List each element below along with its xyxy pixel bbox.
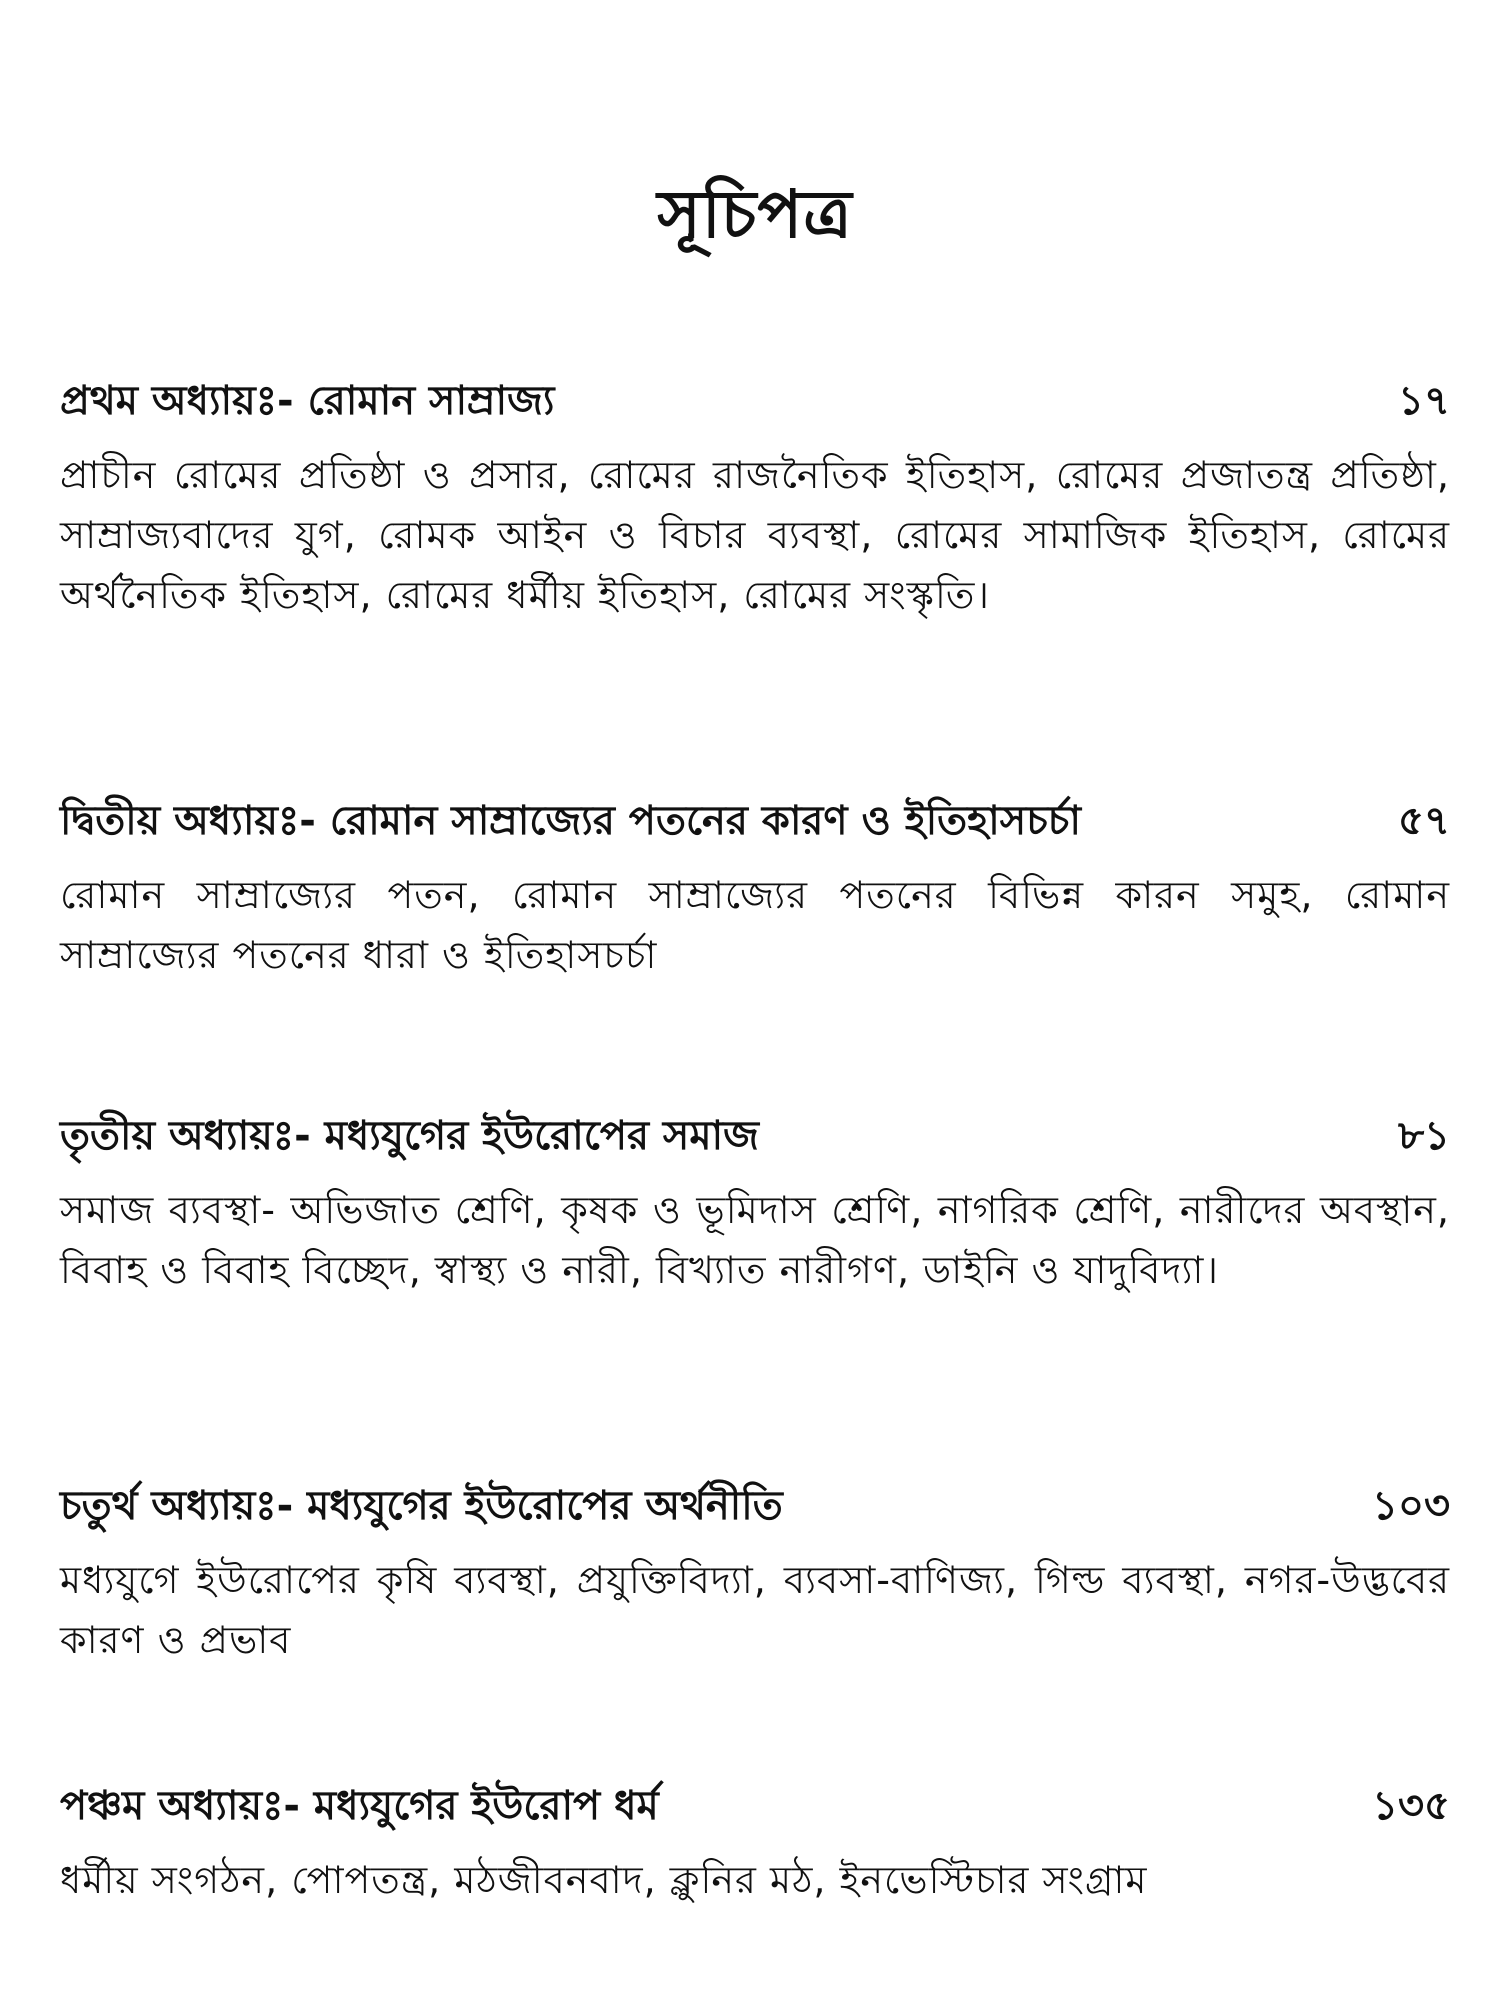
chapter-entry-1 [60,375,1450,625]
chapter-page-number: ৮১ [1398,1113,1450,1159]
chapter-description: মধ্যযুগে ইউরোপের কৃষি ব্যবস্থা, প্রযুক্তিবিদ্যা, ব্যবসা-বাণিজ্য, গিল্ড ব্যবস্থা, নগর-উদ্ভবের কারণ ও প্রভাব [60,1558,1450,1663]
chapter-page-number: ১৭ [1398,378,1450,424]
chapter-entry-4 [60,1480,1450,1670]
chapter-title: প্রথম অধ্যায়ঃ- রোমান সাম্রাজ্য [60,378,555,424]
chapter-heading-row [60,1480,1450,1532]
chapter-entry-3 [60,1110,1450,1300]
chapter-description: ধর্মীয় সংগঠন, পোপতন্ত্র, মঠজীবনবাদ, ক্লুনির মঠ, ইনভেস্টিচার সংগ্রাম [60,1858,1148,1902]
chapter-title: চতুর্থ অধ্যায়ঃ- মধ্যযুগের ইউরোপের অর্থনীতি [60,1483,783,1529]
chapter-heading-row [60,1780,1450,1832]
chapter-heading-row [60,1110,1450,1162]
chapter-description: রোমান সাম্রাজ্যের পতন, রোমান সাম্রাজ্যের পতনের বিভিন্ন কারন সমুহ, রোমান সাম্রাজ্যের পতনের ধারা ও ইতিহাসচর্চা [60,873,1450,978]
chapter-page-number: ১৩৫ [1372,1783,1450,1829]
chapter-page-number: ১০৩ [1372,1483,1450,1529]
chapter-entry-2 [60,795,1450,985]
chapter-title: তৃতীয় অধ্যায়ঃ- মধ্যযুগের ইউরোপের সমাজ [60,1113,759,1159]
chapter-entry-5 [60,1780,1450,1910]
chapter-heading-row [60,375,1450,427]
page-title: সূচিপত্র [657,176,853,253]
chapter-title: পঞ্চম অধ্যায়ঃ- মধ্যযুগের ইউরোপ ধর্ম [60,1783,659,1829]
chapter-page-number: ৫৭ [1398,798,1450,844]
chapter-description: সমাজ ব্যবস্থা- অভিজাত শ্রেণি, কৃষক ও ভূমিদাস শ্রেণি, নাগরিক শ্রেণি, নারীদের অবস্থান, বিবাহ ও বিবাহ বিচ্ছেদ, স্বাস্থ্য ও নারী, বিখ্যাত নারীগণ, ডাইনি ও যাদুবিদ্যা। [60,1188,1450,1293]
chapter-title: দ্বিতীয় অধ্যায়ঃ- রোমান সাম্রাজ্যের পতনের কারণ ও ইতিহাসচর্চা [60,798,1081,844]
chapter-heading-row [60,795,1450,847]
chapter-description: প্রাচীন রোমের প্রতিষ্ঠা ও প্রসার, রোমের রাজনৈতিক ইতিহাস, রোমের প্রজাতন্ত্র প্রতিষ্ঠা, সাম্রাজ্যবাদের যুগ, রোমক আইন ও বিচার ব্যবস্থা, রোমের সামাজিক ইতিহাস, রোমের অর্থনৈতিক ইতিহাস, রোমের ধর্মীয় ইতিহাস, রোমের সংস্কৃতি। [60,453,1450,618]
contents-page [60,0,1450,2000]
